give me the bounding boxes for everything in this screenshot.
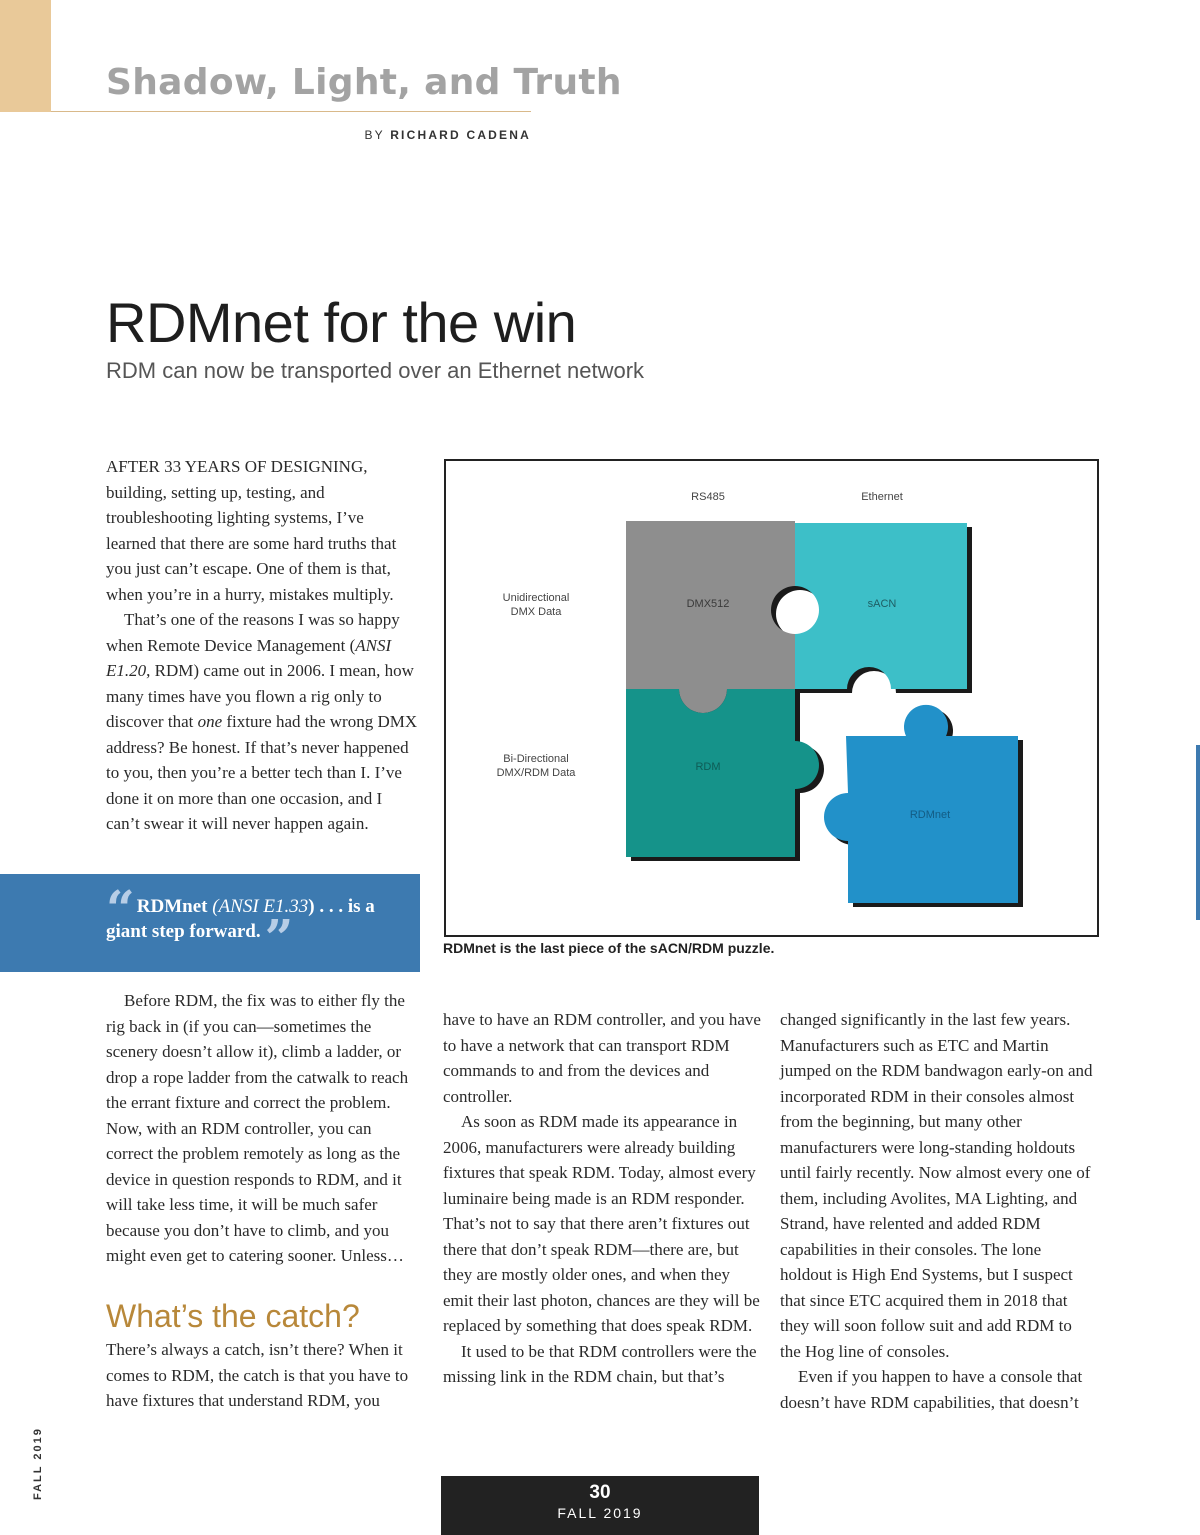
issue-label: FALL 2019: [557, 1505, 643, 1521]
paragraph-before-rdm: Before RDM, the fix was to either fly the rig back in (if you can—sometimes the scenery doesn’t allow it), climb a ladder, or drop a rope ladder from the catwalk to reach the errant fixture and correct the problem. Now, with an RDM controller, you can correct the problem remotely as long as the device in question responds to RDM, and it will take less time, it will be much safer because you don’t have to climb, and you might even get to catering sooner. Unless…: [106, 991, 409, 1265]
header-color-tab: [0, 0, 51, 112]
page-number: 30: [589, 1482, 611, 1503]
page-footer: [441, 1476, 759, 1535]
figure-caption: RDMnet is the last piece of the sACN/RDM puzzle.: [443, 940, 775, 956]
pull-quote-lead: RDMnet: [136, 896, 208, 917]
article-deck: RDM can now be transported over an Ethernet network: [106, 358, 645, 383]
pull-quote-paren: (: [207, 896, 219, 917]
header-rule: [51, 111, 531, 112]
column-2: [443, 1007, 761, 1390]
text-run: fixture had the wrong DMX address? Be honest. If that’s never happened to you, then you’re a better tech than I. I’ve done it on more than one occasion, and I can’t swear it will never happen again.: [106, 712, 418, 833]
row-label-bidirectional: Bi-Directional: [503, 753, 569, 765]
side-issue-label: FALL 2019: [32, 1427, 44, 1500]
row-label-dmx-data: DMX Data: [510, 606, 562, 618]
piece-label-rdm: RDM: [695, 761, 721, 773]
text-run-italic: one: [197, 712, 223, 731]
piece-rdm: [626, 689, 819, 857]
text-run: That’s one of the reasons I was so happy when Remote Device Management (: [106, 610, 400, 655]
piece-label-sacn: sACN: [867, 598, 897, 610]
article-headline: RDMnet for the win: [106, 291, 577, 354]
column-title: Shadow, Light, and Truth: [106, 62, 622, 103]
piece-label-dmx512: DMX512: [686, 598, 730, 610]
col-label-rs485: RS485: [691, 491, 725, 503]
column-1-middle: [106, 988, 420, 1269]
subhead-whats-the-catch: What’s the catch?: [106, 1298, 360, 1334]
piece-rdmnet: [824, 705, 1018, 903]
byline-author: RICHARD CADENA: [390, 128, 531, 142]
byline: [364, 128, 531, 142]
paragraph-rdm-history: [106, 607, 418, 837]
puzzle-diagram: [446, 461, 1097, 935]
paragraph-catch: There’s always a catch, isn’t there? When it comes to RDM, the catch is that you have to have fixtures that understand RDM, you: [106, 1340, 409, 1410]
paragraph-controller: have to have an RDM controller, and you have to have a network that can transport RDM commands to and from the devices and controller.: [443, 1010, 761, 1106]
piece-label-rdmnet: RDMnet: [909, 809, 951, 821]
puzzle-figure: [444, 459, 1099, 937]
pull-quote-rest: ) . . . is a giant step forward.: [106, 896, 375, 942]
page-edge-marker: [1196, 745, 1200, 920]
paragraph-intro: AFTER 33 YEARS OF DESIGNING, building, setting up, testing, and troubleshooting lighting systems, I’ve learned that there are some hard truths that you just can’t escape. One of them is that, when you’re in a hurry, mistakes multiply.: [106, 457, 397, 604]
open-quote-mark: “: [106, 879, 135, 938]
row-label-dmx-rdm-data: DMX/RDM Data: [496, 767, 576, 779]
column-1-top: [106, 454, 418, 837]
row-label-unidirectional: Unidirectional: [502, 592, 570, 604]
pull-quote-text: [106, 879, 406, 967]
col-label-ethernet: Ethernet: [861, 491, 903, 503]
column-3: [780, 1007, 1096, 1415]
column-1-bottom: [106, 1337, 418, 1414]
pull-quote-ansi: ANSI E1.33: [218, 896, 309, 917]
text-run-italic: ANSI E1.20: [106, 635, 392, 680]
pull-quote: [0, 874, 420, 972]
paragraph-consoles: changed significantly in the last few years. Manufacturers such as ETC and Martin jumped on the RDM bandwagon early-on and incorporated RDM in their consoles almost from the beginning, but many other manufacturers were long-standing holdouts until fairly recently. Now almost every one of them, including Avolites, MA Lighting, and Strand, have relented and added RDM capabilities in their consoles. The lone holdout is High End Systems, but I suspect that since ETC acquired them in 2018 that they will soon follow suit and add RDM to the Hog line of consoles.: [780, 1010, 1093, 1361]
piece-dmx512: [626, 521, 795, 713]
paragraph-manufacturers: As soon as RDM made its appearance in 2006, manufacturers were already building fixtures that speak RDM. Today, almost every luminaire being made is an RDM responder. That’s not to say that there aren’t fixtures out there that don’t speak RDM—there are, but they are mostly older ones, and when they emit their last photon, chances are they will be replaced by something that does speak RDM.: [443, 1112, 760, 1335]
paragraph-console-without-rdm: Even if you happen to have a console that doesn’t have RDM capabilities, that doesn’t: [780, 1367, 1083, 1412]
paragraph-missing-link: It used to be that RDM controllers were the missing link in the RDM chain, but that’s: [443, 1341, 757, 1386]
close-quote-mark: ”: [264, 908, 294, 967]
byline-prefix: BY: [364, 128, 385, 142]
text-run: , RDM) came out in 2006. I mean, how many times have you flown a rig only to discover that: [106, 661, 414, 731]
